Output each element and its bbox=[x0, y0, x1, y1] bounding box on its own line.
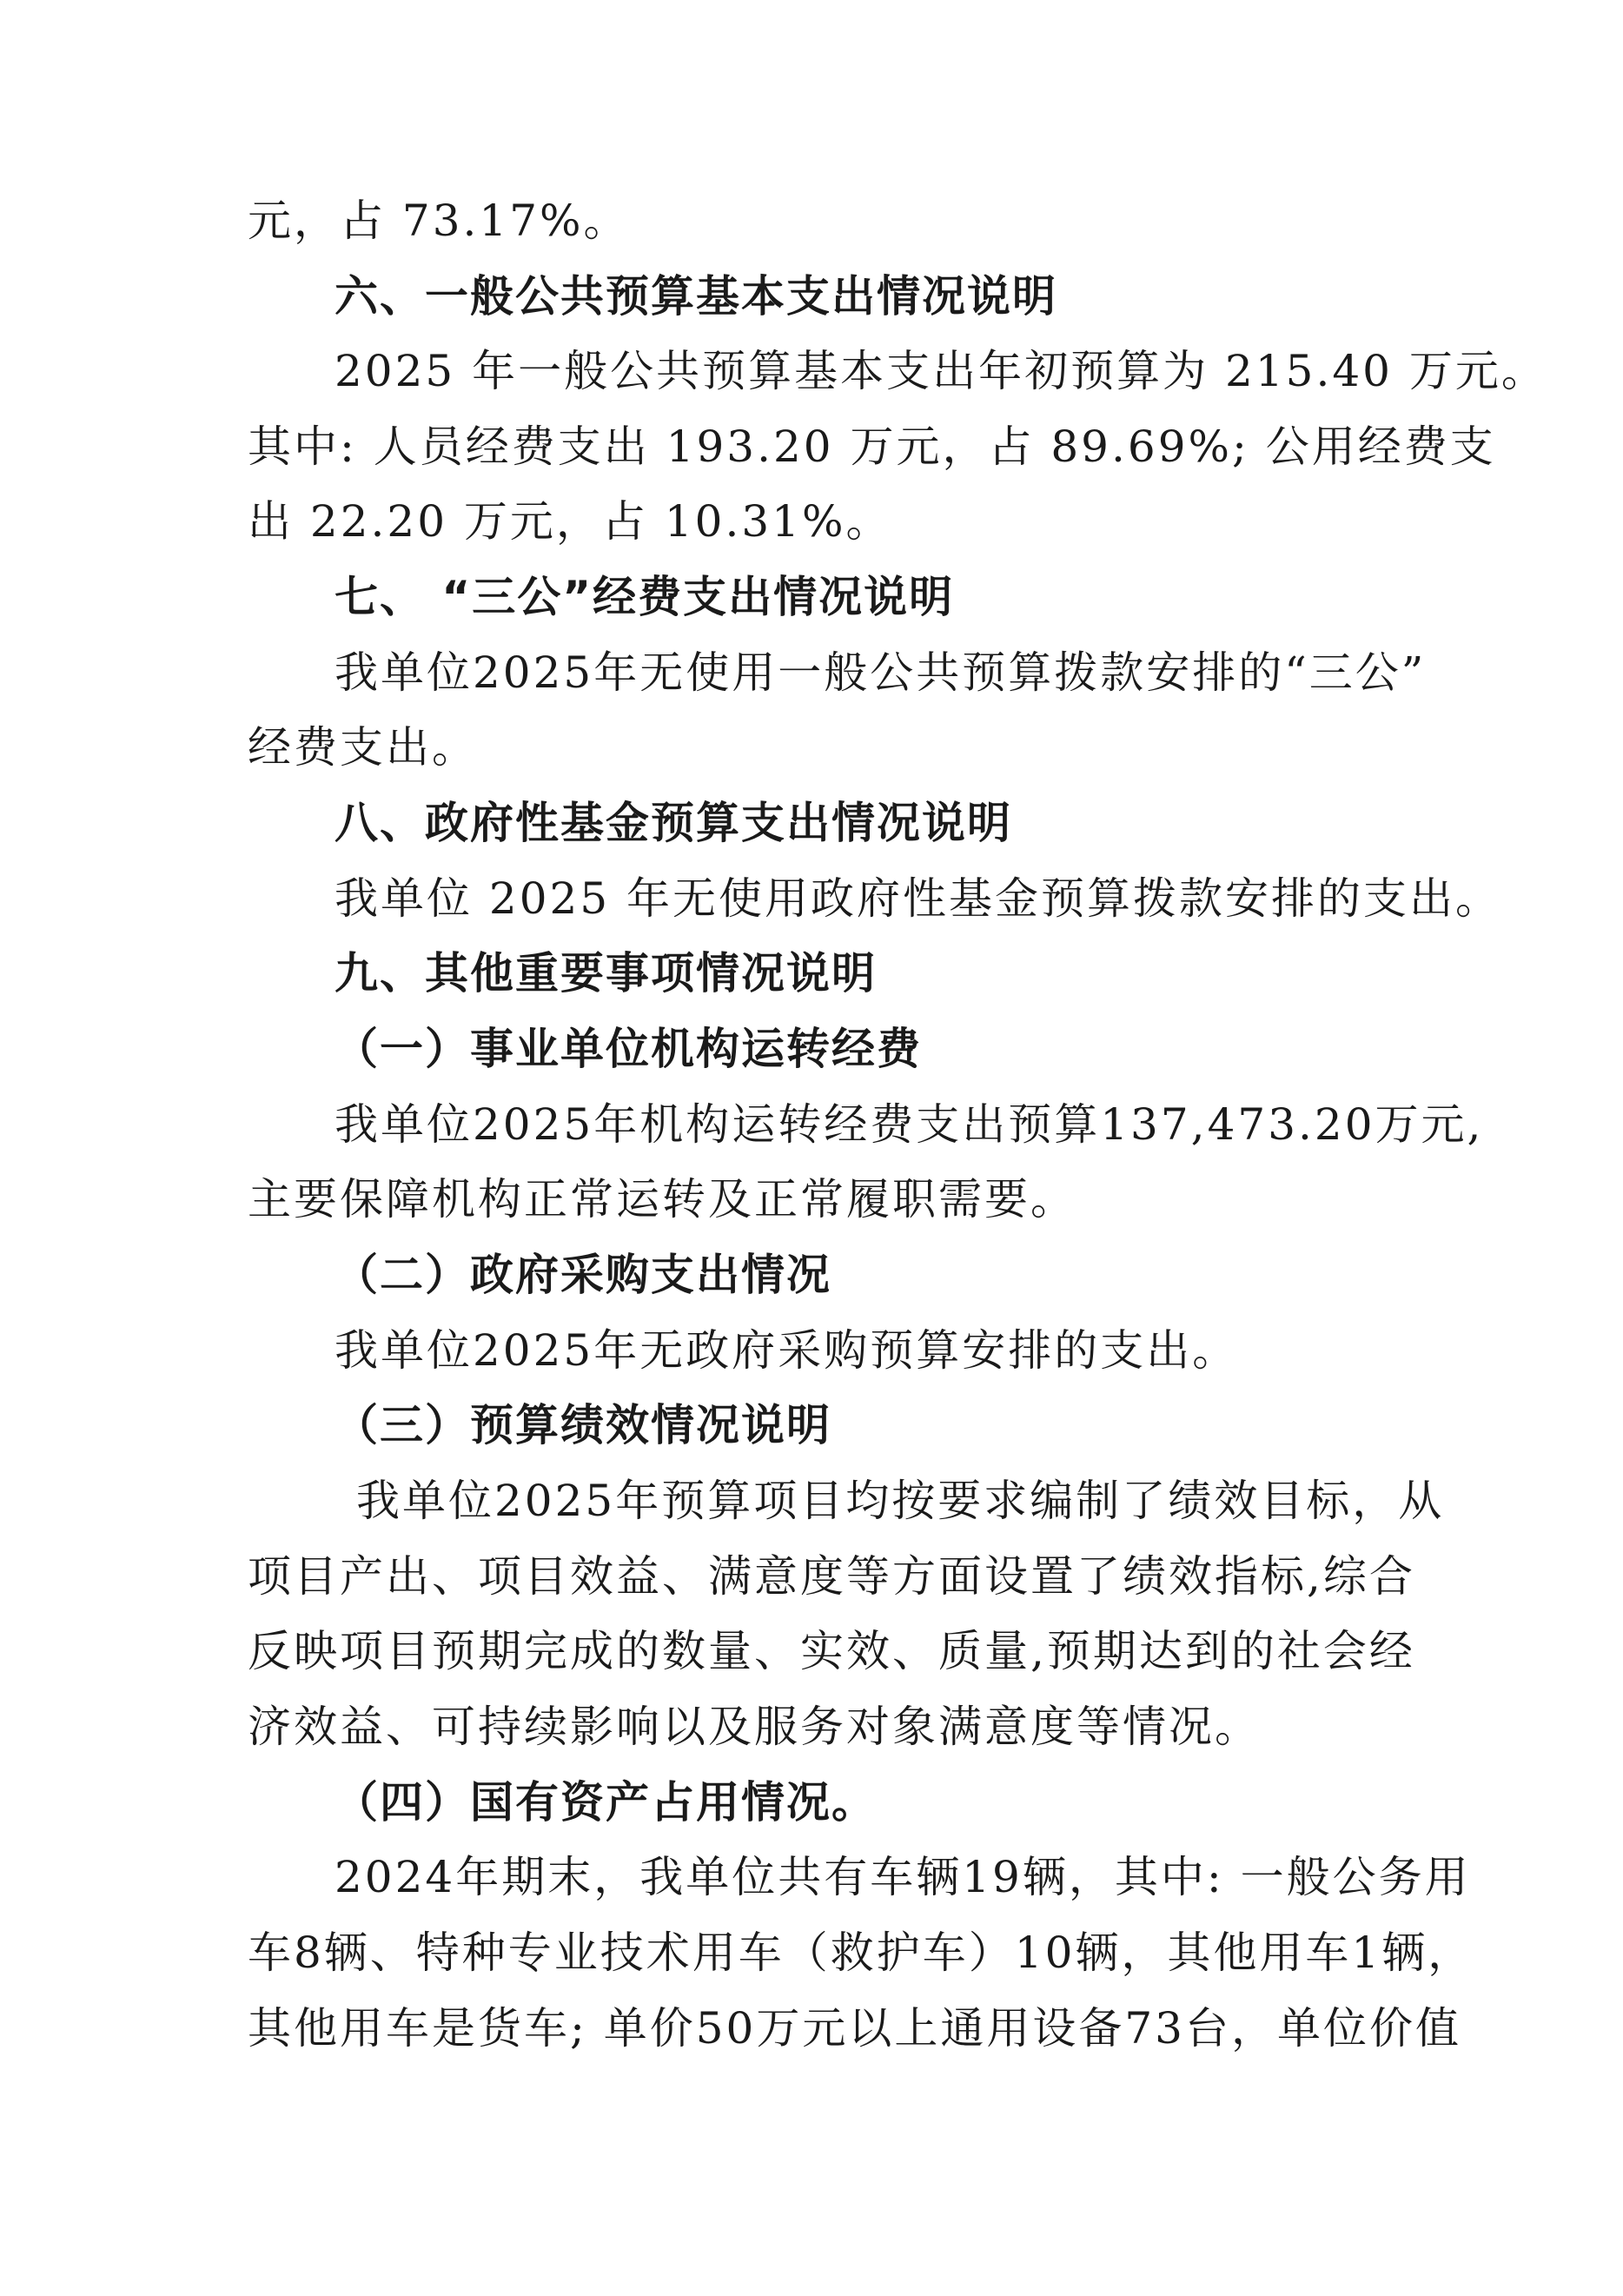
body-text-line: 主要保障机构正常运转及正常履职需要。 bbox=[248, 1174, 1076, 1224]
body-text-line: 济效益、可持续影响以及服务对象满意度等情况。 bbox=[248, 1702, 1261, 1752]
section-heading-8: 八、政府性基金预算支出情况说明 bbox=[335, 798, 1012, 848]
body-text-line: 2025 年一般公共预算基本支出年初预算为 215.40 万元。 bbox=[335, 346, 1547, 396]
subsection-heading-4: （四）国有资产占用情况。 bbox=[335, 1777, 877, 1828]
body-text-line: 反映项目预期完成的数量、实效、质量,预期达到的社会经 bbox=[248, 1626, 1415, 1676]
body-text-line: 出 22.20 万元，占 10.31%。 bbox=[248, 496, 892, 547]
subsection-heading-2: （二）政府采购支出情况 bbox=[335, 1250, 831, 1300]
section-heading-9: 九、其他重要事项情况说明 bbox=[335, 948, 877, 999]
body-text-line: 2024年期末，我单位共有车辆19辆，其中: 一般公务用 bbox=[335, 1852, 1471, 1902]
body-text-line: 元，占 73.17%。 bbox=[248, 196, 630, 246]
body-text-line: 我单位2025年无使用一般公共预算拨款安排的“三公” bbox=[335, 647, 1427, 698]
section-heading-6: 六、一般公共预算基本支出情况说明 bbox=[335, 271, 1057, 322]
body-text-line: 其中: 人员经费支出 193.20 万元，占 89.69%; 公用经费支 bbox=[248, 421, 1496, 472]
body-text-line: 项目产出、项目效益、满意度等方面设置了绩效指标,综合 bbox=[248, 1551, 1415, 1602]
subsection-heading-1: （一）事业单位机构运转经费 bbox=[335, 1024, 922, 1074]
section-heading-7: 七、 “三公”经费支出情况说明 bbox=[335, 572, 955, 622]
body-text-line: 我单位2025年预算项目均按要求编制了绩效目标，从 bbox=[356, 1476, 1445, 1526]
body-text-line: 我单位2025年机构运转经费支出预算137,473.20万元, bbox=[335, 1099, 1484, 1150]
body-text-line: 我单位2025年无政府采购预算安排的支出。 bbox=[335, 1325, 1239, 1376]
body-text-line: 车8辆、特种专业技术用车（救护车）10辆，其他用车1辆， bbox=[248, 1928, 1474, 1978]
body-text-line: 经费支出。 bbox=[248, 722, 478, 773]
subsection-heading-3: （三）预算绩效情况说明 bbox=[335, 1400, 831, 1450]
body-text-line: 我单位 2025 年无使用政府性基金预算拨款安排的支出。 bbox=[335, 873, 1502, 924]
body-text-line: 其他用车是货车; 单价50万元以上通用设备73台，单位价值 bbox=[248, 2003, 1461, 2054]
